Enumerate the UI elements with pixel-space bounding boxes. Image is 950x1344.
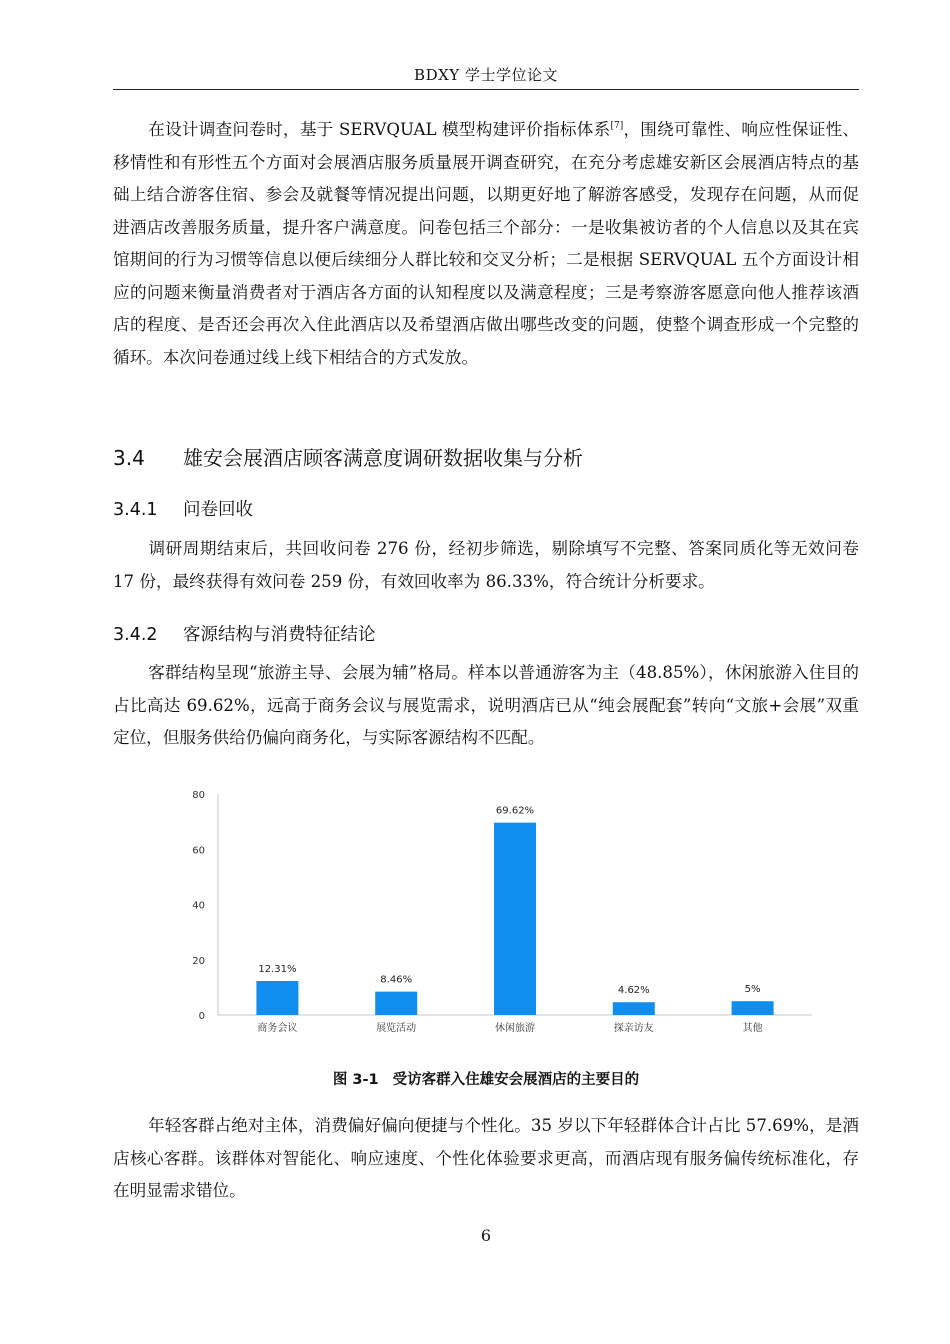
section-heading-3-4-2 [113, 621, 376, 646]
bar [613, 1002, 655, 1015]
x-tick-label: 展览活动 [376, 1023, 417, 1034]
paragraph-text: 年轻客群占绝对主体，消费偏好偏向便捷与个性化。35 岁以下年轻群体合计占比 57.69%，是酒店核心客群。该群体对智能化、响应速度、个性化体验要求更高，而酒店现有服务偏传统标准化，存在明显需求错位。 [113, 1116, 859, 1200]
bar-data-label: 12.31% [258, 963, 297, 975]
bar [732, 1001, 774, 1015]
paragraph-questionnaire-recovery [113, 533, 859, 598]
paragraph-questionnaire-design [113, 114, 859, 374]
bar-data-label: 69.62% [495, 805, 535, 817]
paragraph-text: 在设计调查问卷时，基于 SERVQUAL 模型构建评价指标体系 [148, 120, 611, 139]
header-rule [113, 89, 859, 90]
paragraph-text: 客群结构呈现“旅游主导、会展为辅”格局。样本以普通游客为主（48.85%），休闲旅游入住目的占比高达 69.62%，远高于商务会议与展览需求，说明酒店已从“纯会展配套”转向“文旅+会展”双重定位，但服务供给仍偏向商务化，与实际客源结构不匹配。 [113, 663, 859, 747]
section-title: 客源结构与消费特征结论 [183, 625, 376, 645]
y-tick-label: 60 [192, 845, 205, 857]
x-tick-label: 其他 [742, 1023, 763, 1034]
section-heading-3-4 [113, 442, 583, 471]
section-number: 3.4 [113, 446, 145, 470]
bar [494, 823, 536, 1015]
y-tick-label: 0 [198, 1011, 205, 1022]
citation: [7] [610, 121, 624, 131]
x-tick-label: 商务会议 [257, 1023, 298, 1034]
section-title: 问卷回收 [183, 500, 253, 520]
y-tick-label: 80 [192, 790, 205, 801]
page-number: 6 [480, 1226, 492, 1245]
paragraph-young-customers [113, 1110, 859, 1208]
y-tick-label: 40 [192, 900, 205, 912]
bar [256, 981, 298, 1015]
figure-caption-text: 受访客群入住雄安会展酒店的主要目的 [392, 1072, 640, 1088]
page-header: BDXY 学士学位论文 [414, 66, 558, 84]
purpose-bar-chart [180, 782, 820, 1044]
y-tick-label: 20 [192, 955, 205, 967]
x-tick-label: 休闲旅游 [495, 1023, 535, 1034]
section-number: 3.4.1 [113, 500, 158, 520]
section-heading-3-4-1 [113, 496, 253, 521]
figure-caption [113, 1068, 859, 1089]
bar [375, 992, 417, 1015]
figure-number: 图 3-1 [332, 1072, 379, 1088]
paragraph-text: 调研周期结束后，共回收问卷 276 份，经初步筛选，剔除填写不完整、答案同质化等无效问卷 17 份，最终获得有效问卷 259 份，有效回收率为 86.33%，符合统计分析要求。 [113, 539, 859, 591]
section-title: 雄安会展酒店顾客满意度调研数据收集与分析 [183, 446, 583, 470]
paragraph-text: ，围绕可靠性、响应性保证性、移情性和有形性五个方面对会展酒店服务质量展开调查研究，在充分考虑雄安新区会展酒店特点的基础上结合游客住宿、参会及就餐等情况提出问题，以期更好地了解游客感受，发现存在问题，从而促进酒店改善服务质量，提升客户满意度。问卷包括三个部分：一是收集被访者的个人信息以及其在宾馆期间的行为习惯等信息以便后续细分人群比较和交叉分析；二是根据 SERVQUAL 五个方面设计相应的问题来衡量消费者对于酒店各方面的认知程度以及满意程度；三是考察游客愿意向他人推荐该酒店的程度、是否还会再次入住此酒店以及希望酒店做出哪些改变的问题，使整个调查形成一个完整的循环。本次问卷通过线上线下相结合的方式发放。 [113, 120, 860, 367]
section-number: 3.4.2 [113, 625, 158, 645]
bar-data-label: 5% [744, 984, 761, 996]
paragraph-customer-structure [113, 657, 859, 755]
bar-data-label: 4.62% [617, 985, 650, 997]
x-tick-label: 探亲访友 [613, 1023, 654, 1034]
bar-data-label: 8.46% [380, 974, 413, 986]
